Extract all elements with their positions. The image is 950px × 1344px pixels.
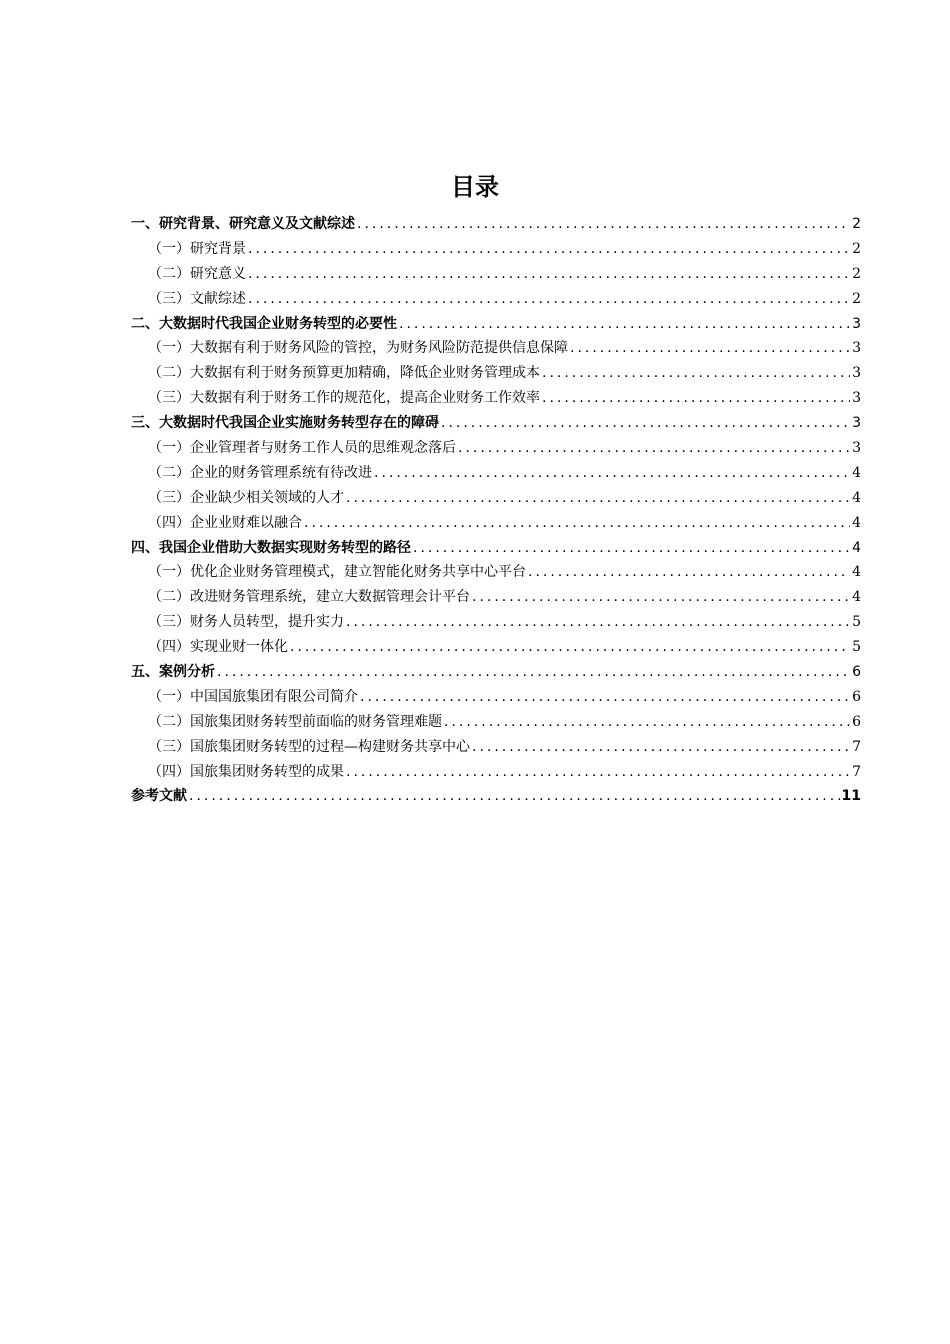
dot-leader: [304, 511, 850, 536]
toc-entry-text: 实现业财一体化: [190, 639, 288, 656]
toc-entry-text: 大数据时代我国企业实施财务转型存在的障碍: [159, 415, 439, 432]
toc-entry-text: 文献综述: [190, 290, 246, 307]
toc-entry-text: 改进财务管理系统，建立大数据管理会计平台: [190, 589, 470, 606]
toc-entry-number: （一）: [148, 340, 190, 357]
toc-entry-number: （一）: [148, 440, 190, 457]
toc-title: 目录: [451, 173, 499, 201]
toc-entry-text: 大数据有利于财务工作的规范化，提高企业财务工作效率: [190, 390, 540, 407]
toc-entry-number: （三）: [148, 390, 190, 407]
toc-entry-number: 五、: [131, 664, 159, 681]
toc-entry-page: 4: [852, 464, 861, 481]
toc-entry-page: 6: [852, 713, 861, 730]
dot-leader: [570, 336, 850, 361]
toc-entry-page: 4: [852, 589, 861, 606]
toc-entry-text: 研究背景、研究意义及文献综述: [159, 216, 355, 232]
toc-entry-text: 国旅集团财务转型的成果: [190, 763, 344, 780]
toc-entry-text: 优化企业财务管理模式，建立智能化财务共享中心平台: [190, 564, 526, 581]
dot-leader: [346, 760, 850, 785]
toc-entry-page: 3: [852, 315, 861, 332]
toc-entry[interactable]: [131, 262, 861, 287]
toc-entry-page: 2: [852, 240, 861, 257]
dot-leader: [360, 685, 850, 710]
toc-entry[interactable]: [131, 361, 861, 386]
toc-entry[interactable]: [131, 411, 861, 436]
toc-entry[interactable]: [131, 436, 861, 461]
dot-leader: [248, 262, 850, 287]
dot-leader: [346, 486, 850, 511]
toc-entry-number: （二）: [148, 464, 190, 481]
toc-entry[interactable]: [131, 685, 861, 710]
toc-entry-page: 4: [852, 564, 861, 581]
dot-leader: [374, 461, 850, 486]
toc-entry[interactable]: [131, 511, 861, 536]
toc-entry-number: （三）: [148, 290, 190, 307]
toc-entry-text: 研究背景: [190, 240, 246, 257]
toc-entry[interactable]: [131, 735, 861, 760]
toc-entry[interactable]: [131, 610, 861, 635]
toc-entry-page: 11: [841, 788, 861, 805]
toc-entry-number: （三）: [148, 614, 190, 631]
toc-entry-text: 大数据时代我国企业财务转型的必要性: [159, 315, 397, 332]
dot-leader: [248, 237, 850, 262]
toc-entry-page: 3: [852, 365, 861, 382]
toc-entry-page: 3: [852, 340, 861, 357]
toc-entry-number: （一）: [148, 688, 190, 705]
toc-entry-text: 案例分析: [159, 664, 215, 681]
dot-leader: [248, 287, 850, 312]
toc-entry-number: 四、: [131, 539, 159, 556]
toc-entry-page: 5: [852, 639, 861, 656]
toc-entry-number: （二）: [148, 365, 190, 382]
toc-entry[interactable]: [131, 710, 861, 735]
toc-entry-number: （四）: [148, 639, 190, 656]
table-of-contents: [131, 212, 861, 809]
toc-entry-page: 4: [852, 489, 861, 506]
dot-leader: [399, 312, 850, 337]
toc-entry-page: 3: [852, 390, 861, 407]
toc-entry-text: 参考文献: [131, 788, 187, 805]
toc-entry-number: 一、: [131, 216, 159, 232]
toc-entry-number: （二）: [148, 713, 190, 730]
dot-leader: [528, 560, 850, 585]
toc-entry-text: 大数据有利于财务预算更加精确，降低企业财务管理成本: [190, 365, 540, 382]
dot-leader: [542, 386, 850, 411]
toc-entry[interactable]: [131, 560, 861, 585]
dot-leader: [472, 735, 850, 760]
toc-entry-text: 财务人员转型，提升实力: [190, 614, 344, 631]
toc-entry-text: 企业缺少相关领域的人才: [190, 489, 344, 506]
toc-entry-text: 国旅集团财务转型的过程—构建财务共享中心: [190, 738, 470, 755]
toc-entry[interactable]: [131, 585, 861, 610]
toc-entry-text: 大数据有利于财务风险的管控，为财务风险防范提供信息保障: [190, 340, 568, 357]
toc-entry-references[interactable]: [131, 784, 861, 809]
dot-leader: [458, 436, 850, 461]
toc-entry-page: 5: [852, 614, 861, 631]
dot-leader: [290, 635, 850, 660]
dot-leader: [217, 660, 850, 685]
toc-entry[interactable]: [131, 237, 861, 262]
toc-entry-page: 7: [852, 738, 861, 755]
toc-entry-number: （一）: [148, 564, 190, 581]
dot-leader: [472, 585, 850, 610]
toc-entry-text: 国旅集团财务转型前面临的财务管理难题: [190, 713, 442, 730]
toc-entry-page: 4: [852, 514, 861, 531]
toc-entry-page: 3: [852, 440, 861, 457]
toc-entry-number: （四）: [148, 514, 190, 531]
toc-entry-page: 2: [852, 290, 861, 307]
toc-entry-text: 中国国旅集团有限公司简介: [190, 688, 358, 705]
toc-entry-number: （二）: [148, 265, 190, 282]
toc-entry-number: （一）: [148, 240, 190, 257]
toc-entry-page: 2: [852, 265, 861, 282]
toc-entry-number: （二）: [148, 589, 190, 606]
toc-entry-page: 6: [852, 688, 861, 705]
toc-entry-page: 6: [852, 664, 861, 681]
toc-entry[interactable]: [131, 212, 861, 237]
toc-entry-number: （三）: [148, 738, 190, 755]
toc-entry[interactable]: [131, 536, 861, 561]
dot-leader: [444, 710, 850, 735]
toc-entry-page: 7: [852, 763, 861, 780]
toc-entry-number: 三、: [131, 415, 159, 432]
dot-leader: [441, 411, 850, 436]
toc-entry[interactable]: [131, 386, 861, 411]
toc-entry-text: 企业管理者与财务工作人员的思维观念落后: [190, 440, 456, 457]
toc-entry[interactable]: [131, 287, 861, 312]
toc-entry-number: （四）: [148, 763, 190, 780]
dot-leader: [346, 610, 850, 635]
toc-entry[interactable]: [131, 635, 861, 660]
toc-entry[interactable]: [131, 760, 861, 785]
toc-entry[interactable]: [131, 312, 861, 337]
toc-entry[interactable]: [131, 461, 861, 486]
toc-entry-page: 3: [852, 415, 861, 432]
toc-entry[interactable]: [131, 660, 861, 685]
dot-leader: [413, 536, 850, 561]
toc-entry-number: （三）: [148, 489, 190, 506]
toc-entry-text: 企业的财务管理系统有待改进: [190, 464, 372, 481]
toc-entry-text: 企业业财难以融合: [190, 514, 302, 531]
toc-entry-text: 研究意义: [190, 265, 246, 282]
toc-entry-text: 我国企业借助大数据实现财务转型的路径: [159, 539, 411, 556]
toc-entry[interactable]: [131, 486, 861, 511]
dot-leader: [189, 784, 840, 809]
toc-entry-page: 4: [852, 539, 861, 556]
toc-entry-number: 二、: [131, 315, 159, 332]
toc-entry[interactable]: [131, 336, 861, 361]
toc-entry-page: 2: [852, 216, 861, 232]
dot-leader: [357, 212, 850, 237]
dot-leader: [542, 361, 850, 386]
